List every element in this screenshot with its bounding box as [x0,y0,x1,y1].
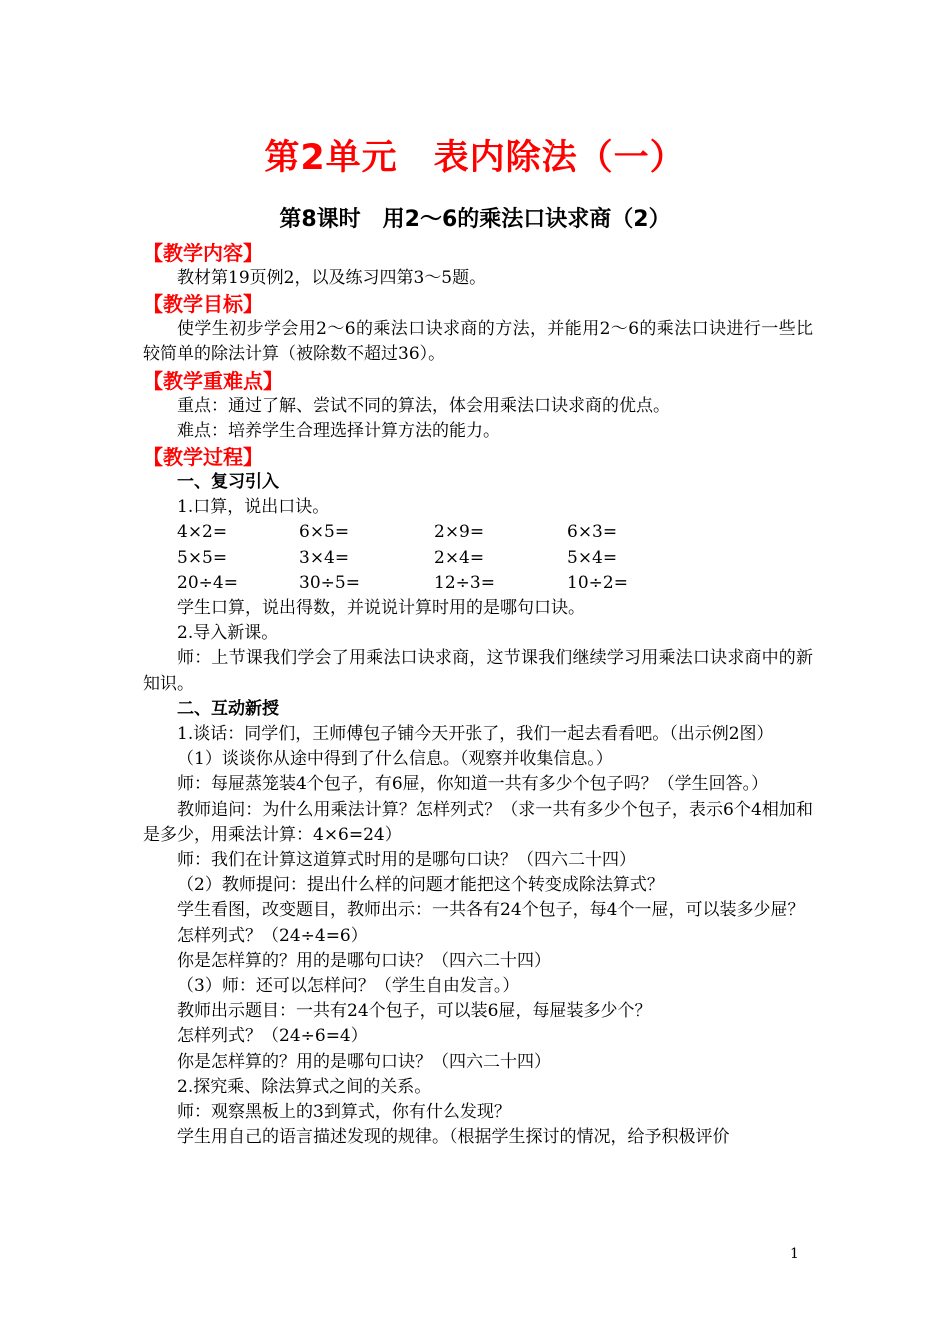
page-number: 1 [790,1246,799,1262]
lesson-subtitle: 第8课时 用2～6的乘法口诀求商（2） [279,207,671,232]
exercise-cell: 2×9= [434,522,485,543]
part2-line: （2）教师提问：提出什么样的问题才能把这个转变成除法算式？ [177,875,664,896]
section-heading-goal: 【教学目标】 [143,292,263,317]
page-title: 第2单元 表内除法（一） [264,138,686,178]
part2-line: 教师出示题目：一共有24个包子，可以装6屉，每屉装多少个？ [177,1001,652,1022]
exercise-cell: 5×5= [177,547,228,568]
exercise-row [143,546,813,571]
part2-line: 2.探究乘、除法算式之间的关系。 [177,1076,432,1097]
exercise-cell: 5×4= [567,547,618,568]
exercise-cell: 10÷2= [567,572,628,593]
exercise-row [143,571,813,596]
exercise-cell: 20÷4= [177,572,238,593]
goal-text: 使学生初步学会用2～6的乘法口诀求商的方法，并能用2～6的乘法口诀进行一些比较简单的除法计算（被除数不超过36）。 [143,319,813,365]
part1-heading: 一、复习引入 [177,472,279,493]
part2-line: 1.谈话：同学们，王师傅包子铺今天开张了，我们一起去看看吧。（出示例2图） [177,724,774,745]
document-body [143,240,813,1151]
part2-line: 学生用自己的语言描述发现的规律。（根据学生探讨的情况，给予积极评价 [177,1127,730,1148]
exercise-cell: 30÷5= [299,572,360,593]
part2-line: 师：每屉蒸笼装4个包子，有6屉，你知道一共有多少个包子吗？（学生回答。） [177,774,769,795]
content-text: 教材第19页例2，以及练习四第3～5题。 [177,268,487,288]
exercise-cell: 3×4= [299,547,350,568]
exercise-cell: 6×3= [567,522,618,543]
exercise-cell: 6×5= [299,522,350,543]
part2-line: 教师追问：为什么用乘法计算？怎样列式？（求一共有多少个包子，表示6个4相加和是多少，用乘法计算：4×6=24） [143,799,813,845]
section-heading-content: 【教学内容】 [143,241,263,265]
part2-line: 师：观察黑板上的3到算式，你有什么发现？ [177,1102,511,1123]
exercise-row [143,520,813,545]
key-point: 重点：通过了解、尝试不同的算法，体会用乘法口诀求商的优点。 [177,395,670,416]
part2-heading: 二、互动新授 [177,698,279,719]
part2-line: 师：我们在计算这道算式时用的是哪句口诀？（四六二十四） [177,850,636,871]
exercise-cell: 12÷3= [434,572,495,593]
part1-item2: 2.导入新课。 [177,623,279,644]
part2-line: 你是怎样算的？用的是哪句口诀？（四六二十四） [177,1051,551,1072]
part1-note: 学生口算，说出得数，并说说计算时用的是哪句口诀。 [177,598,585,619]
part1-item1: 1.口算，说出口诀。 [177,497,330,518]
exercise-cell: 2×4= [434,547,485,568]
part2-line: 学生看图，改变题目，教师出示：一共各有24个包子，每4个一屉，可以装多少屉？ [177,900,805,921]
section-heading-process: 【教学过程】 [143,445,263,470]
part2-line: （1）谈谈你从途中得到了什么信息。（观察并收集信息。） [177,749,613,770]
part1-teacher: 师：上节课我们学会了用乘法口诀求商，这节课我们继续学习用乘法口诀求商中的新知识。 [143,648,813,694]
section-heading-key: 【教学重难点】 [143,368,283,393]
part2-line: 怎样列式？（24÷4=6） [177,925,368,946]
part2-line: （3）师：还可以怎样问？（学生自由发言。） [177,976,520,997]
part2-line: 怎样列式？（24÷6=4） [177,1026,368,1047]
difficult-point: 难点：培养学生合理选择计算方法的能力。 [177,420,500,441]
part2-line: 你是怎样算的？用的是哪句口诀？（四六二十四） [177,950,551,971]
exercise-cell: 4×2= [177,522,228,543]
